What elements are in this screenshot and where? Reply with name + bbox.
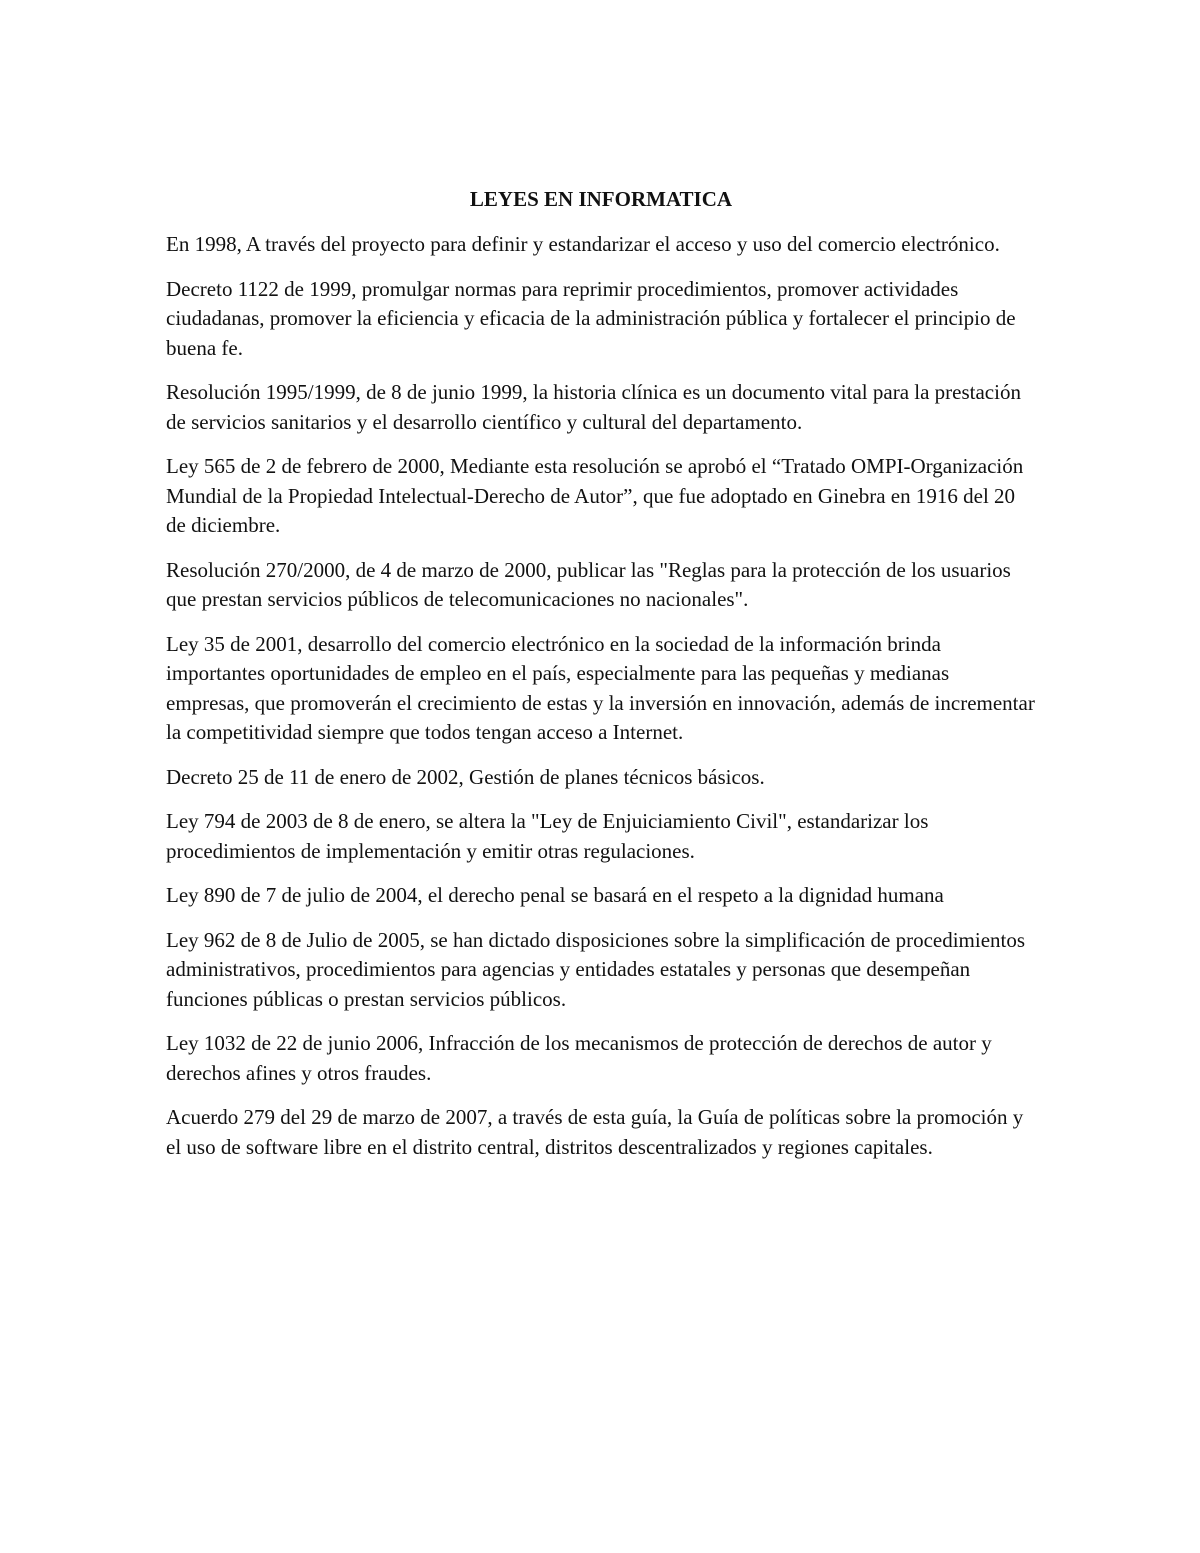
paragraph-acuerdo-279-2007: Acuerdo 279 del 29 de marzo de 2007, a través de esta guía, la Guía de políticas sobre la promoción y el uso de software libre en el distrito central, distritos descentralizados y regiones capitales. (166, 1105, 1024, 1159)
paragraph-ley-1032-2006: Ley 1032 de 22 de junio 2006, Infracción de los mecanismos de protección de derechos de autor y derechos afines y otros fraudes. (166, 1031, 992, 1085)
paragraph-resolucion-270-2000: Resolución 270/2000, de 4 de marzo de 2000, publicar las "Reglas para la protección de los usuarios que prestan servicios públicos de telecomunicaciones no nacionales". (166, 557, 1011, 611)
paragraph-ley-962-2005: Ley 962 de 8 de Julio de 2005, se han dictado disposiciones sobre la simplificación de procedimientos administrativos, procedimientos para agencias y entidades estatales y personas que desempeñan funciones públicas o prestan servicios públicos. (166, 927, 1026, 1011)
paragraph-1998-comercio-electronico: En 1998, A través del proyecto para definir y estandarizar el acceso y uso del comercio electrónico. (166, 232, 1000, 256)
document-body (166, 184, 1036, 1177)
paragraph-decreto-1122-1999: Decreto 1122 de 1999, promulgar normas para reprimir procedimientos, promover actividades ciudadanas, promover la eficiencia y eficacia de la administración pública y fortalecer el principio de buena fe. (166, 276, 1016, 360)
paragraph-ley-794-2003: Ley 794 de 2003 de 8 de enero, se altera la "Ley de Enjuiciamiento Civil", estandarizar los procedimientos de implementación y emitir otras regulaciones. (166, 809, 929, 863)
paragraph-decreto-25-2002: Decreto 25 de 11 de enero de 2002, Gestión de planes técnicos básicos. (166, 764, 765, 789)
paragraph-resolucion-1995-1999: Resolución 1995/1999, de 8 de junio 1999, la historia clínica es un documento vital para la prestación de servicios sanitarios y el desarrollo científico y cultural del departamento. (166, 380, 1021, 434)
paragraph-ley-890-2004: Ley 890 de 7 de julio de 2004, el derecho penal se basará en el respeto a la dignidad humana (166, 883, 944, 907)
page-title: LEYES EN INFORMATICA (469, 187, 733, 211)
paragraph-ley-35-2001: Ley 35 de 2001, desarrollo del comercio electrónico en la sociedad de la información brinda importantes oportunidades de empleo en el país, especialmente para las pequeñas y medianas empresas, que promoverán el crecimiento de estas y la inversión en innovación, además de incrementar la competitividad siempre que todos tengan acceso a Internet. (166, 631, 1035, 744)
paragraph-ley-565-2000: Ley 565 de 2 de febrero de 2000, Mediante esta resolución se aprobó el “Tratado OMPI-Organización Mundial de la Propiedad Intelectual-Derecho de Autor”, que fue adoptado en Ginebra en 1916 del 20 de diciembre. (166, 454, 1024, 537)
